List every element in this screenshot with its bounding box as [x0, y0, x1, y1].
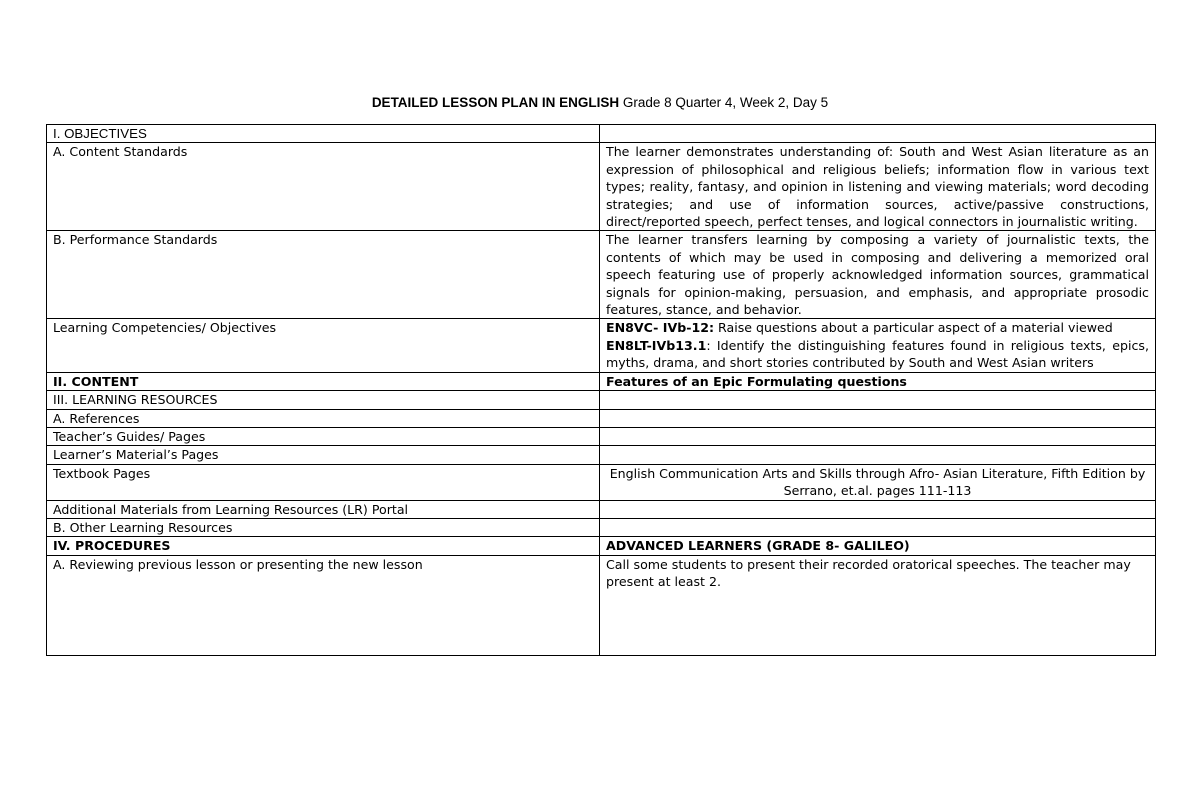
table-row [47, 427, 1156, 445]
competency-code-1: EN8VC- IVb-12: [606, 320, 715, 336]
textbook-label: Textbook Pages [47, 464, 600, 500]
objectives-value [600, 125, 1156, 143]
performance-standards-value: The learner transfers learning by composing a variety of journalistic texts, the contents of which may be used in composing and delivering a memorized oral speech featuring use of properly acknowledged information sources, grammatical signals for opinion-making, persuasion, and emphasis, and appropriate prosodic features, stance, and behavior. [600, 231, 1156, 319]
table-row [47, 372, 1156, 390]
competency-text-2: : Identify the distinguishing features found in religious texts, epics, myths, drama, and short stories contributed by South and West Asian writers [606, 337, 1149, 371]
table-row [47, 143, 1156, 231]
textbook-value: English Communication Arts and Skills through Afro- Asian Literature, Fifth Edition by Serrano, et.al. pages 111-113 [600, 464, 1156, 500]
table-row [47, 409, 1156, 427]
table-row [47, 555, 1156, 655]
lesson-plan-table [46, 124, 1156, 656]
objectives-label: I. OBJECTIVES [47, 125, 600, 143]
resources-label: III. LEARNING RESOURCES [47, 391, 600, 409]
document-title [0, 95, 1200, 110]
table-row [47, 446, 1156, 464]
content-label: II. CONTENT [47, 372, 600, 390]
table-row [47, 500, 1156, 518]
teachers-guides-value [600, 427, 1156, 445]
table-row [47, 231, 1156, 319]
content-standards-label: A. Content Standards [47, 143, 600, 231]
teachers-guides-label: Teacher’s Guides/ Pages [47, 427, 600, 445]
title-rest: Grade 8 Quarter 4, Week 2, Day 5 [619, 95, 829, 110]
table-row [47, 125, 1156, 143]
other-resources-label: B. Other Learning Resources [47, 518, 600, 536]
learners-material-label: Learner’s Material’s Pages [47, 446, 600, 464]
table-row [47, 518, 1156, 536]
reviewing-label: A. Reviewing previous lesson or presenting the new lesson [47, 555, 600, 655]
procedures-value: ADVANCED LEARNERS (GRADE 8- GALILEO) [600, 537, 1156, 555]
title-bold: DETAILED LESSON PLAN IN ENGLISH [371, 95, 620, 110]
table-row [47, 464, 1156, 500]
content-standards-value: The learner demonstrates understanding of: South and West Asian literature as an expression of philosophical and religious beliefs; information flow in various text types; reality, fantasy, and opinion in listening and viewing materials; word decoding strategies; and use of information sources, active/passive constructions, direct/reported speech, perfect tenses, and logical connectors in journalistic writing. [600, 143, 1156, 231]
resources-value [600, 391, 1156, 409]
competency-2 [606, 337, 1149, 372]
additional-value [600, 500, 1156, 518]
competency-text-1: Raise questions about a particular aspect of a material viewed [714, 320, 1113, 336]
competency-1 [606, 319, 1149, 336]
table-row [47, 391, 1156, 409]
content-value: Features of an Epic Formulating questions [600, 372, 1156, 390]
procedures-label: IV. PROCEDURES [47, 537, 600, 555]
reviewing-value: Call some students to present their recorded oratorical speeches. The teacher may present at least 2. [600, 555, 1156, 655]
table-row [47, 319, 1156, 372]
competencies-label: Learning Competencies/ Objectives [47, 319, 600, 372]
competencies-value [600, 319, 1156, 372]
learners-material-value [600, 446, 1156, 464]
performance-standards-label: B. Performance Standards [47, 231, 600, 319]
references-label: A. References [47, 409, 600, 427]
other-resources-value [600, 518, 1156, 536]
references-value [600, 409, 1156, 427]
table-row [47, 537, 1156, 555]
additional-label: Additional Materials from Learning Resources (LR) Portal [47, 500, 600, 518]
competency-code-2: EN8LT-IVb13.1 [606, 337, 707, 353]
